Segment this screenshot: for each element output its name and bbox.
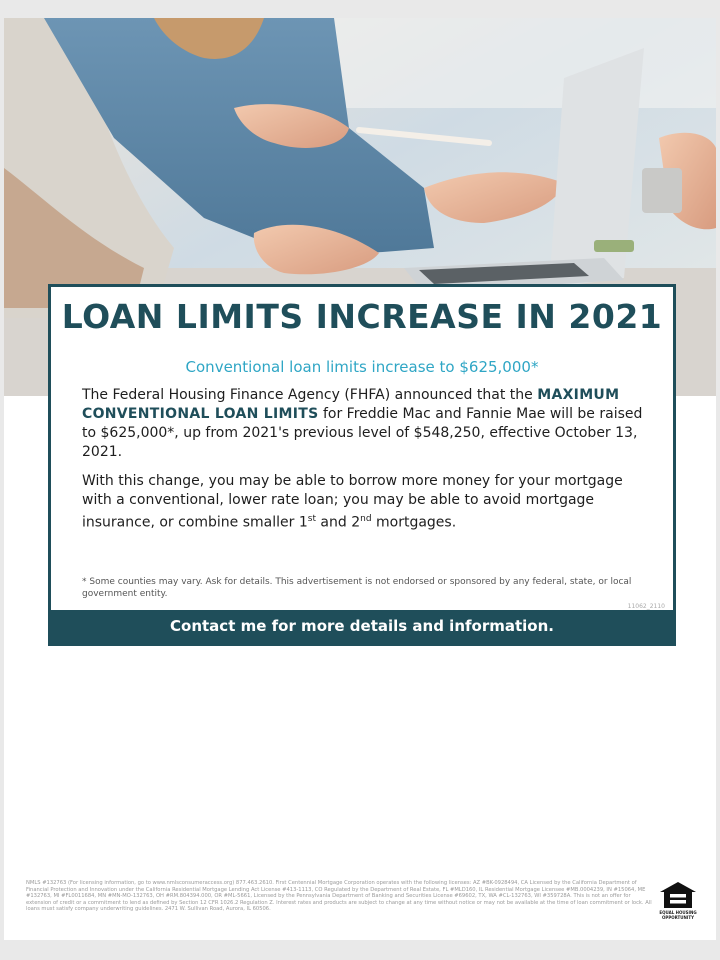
announcement-rest: for Freddie Mac and Fannie Mae will be raised to $625,000*, up from 2021's previous level of $548,250, effective October 13, 2021.: [82, 406, 643, 460]
equal-housing-icon: [656, 880, 700, 910]
flyer-page: [4, 18, 716, 940]
page-title: LOAN LIMITS INCREASE IN 2021: [61, 297, 663, 336]
second-superscript: nd: [360, 514, 372, 524]
first-superscript: st: [307, 514, 316, 524]
benefits-text-1: With this change, you may be able to borrow more money for your mortgage with a conventional, lower rate loan; you may be able to avoid mortgage insurance, or combine smaller 1: [82, 473, 623, 531]
announcement-intro: The Federal Housing Finance Agency (FHFA) announced that the: [82, 387, 533, 403]
equal-housing-logo: [656, 880, 700, 922]
subtitle: Conventional loan limits increase to $625,000*: [185, 358, 539, 376]
equal-housing-label-line1: EQUAL HOUSING: [659, 910, 697, 915]
footnote: * Some counties may vary. Ask for details. This advertisement is not endorsed or sponsored by any federal, state, or local government entity.: [82, 577, 632, 599]
equal-housing-label-line2: OPPORTUNITY: [661, 915, 694, 920]
benefits-text-3: mortgages.: [371, 514, 457, 531]
benefits-text-2: and 2: [315, 514, 361, 531]
equal-housing-label: [656, 910, 700, 920]
document-code: 11062_2110: [627, 603, 665, 610]
announcement-paragraph: [82, 386, 652, 462]
contact-banner: Contact me for more details and information.: [51, 610, 673, 643]
loan-limits-highlight: MAXIMUM CONVENTIONAL LOAN LIMITS: [82, 387, 620, 422]
benefits-paragraph: [82, 472, 652, 533]
legal-disclaimer: NMLS #132763 (For licensing information, go to www.nmlsconsumeraccess.org) 877.463.2610. First Centennial Mortgage Corporation operates with the following licenses: AZ #BK-0928494, CA Licensed by the California Department of Financial Protection and Innovation under the California Residential Mortgage Lending Act License #413-1113, CO Regulated by the Department of Real Estate, FL #MLD160, IL Residential Mortgage Licensee #MB.0004239, IN #15064, ME #132763, MI #FL0011684, MN #MN-MO-132763, OH #RM.804394.000, OR #ML-5661, Licensed by the Pennsylvania Department of Banking and Securities License #69602, TX, WA #CL-132763, WI #359728A. This is not an offer for extension of credit or a commitment to lend as defined by Section 12 CFR 1026.2 Regulation Z. Interest rates and products are subject to change at any time without notice or may not be available at the time of loan commitment or lock. All loans must satisfy company underwriting guidelines. 2471 W. Sullivan Road, Aurora, IL 60506.: [26, 880, 652, 913]
loan-limits-card: [48, 284, 676, 646]
